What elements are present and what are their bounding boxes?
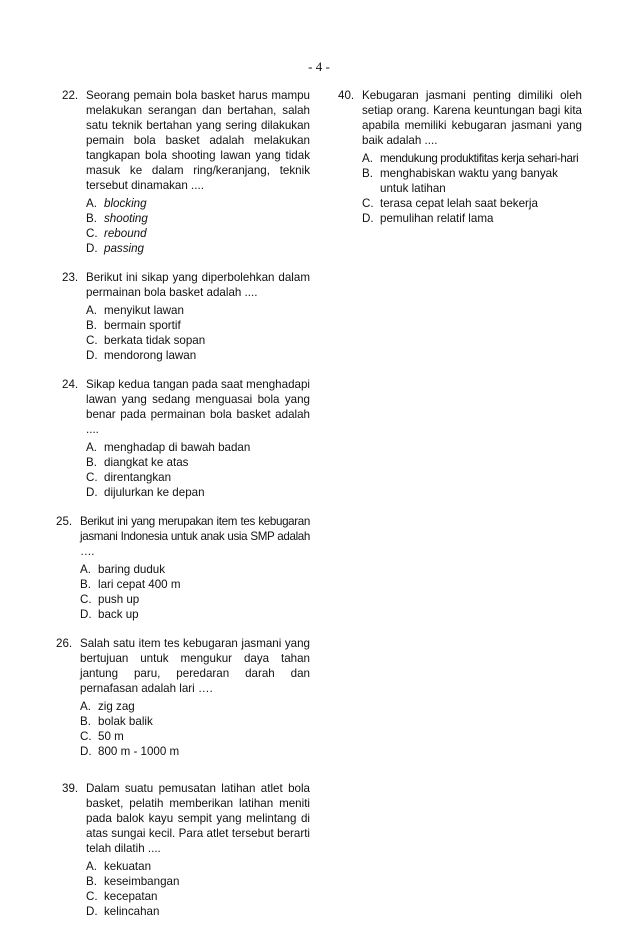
option-text: shooting: [104, 212, 148, 225]
option-letter: A.: [86, 197, 97, 210]
option-text: terasa cepat lelah saat bekerja: [380, 197, 538, 210]
option-letter: B.: [86, 456, 97, 469]
question-text: Seorang pemain bola basket harus mampu melakukan serangan dan bertahan, salah satu teknik bertahan yang sering dilakukan pemain bola basket adalah melakukan tangkapan bola shooting lawan yang tidak masuk ke dalam ring/keranjang, teknik tersebut dinamakan ....: [86, 89, 310, 192]
option-letter: C.: [86, 890, 98, 903]
option-list: [86, 440, 310, 500]
option-text: diangkat ke atas: [104, 456, 189, 469]
option-text: kelincahan: [104, 905, 160, 918]
option-text: blocking: [104, 197, 147, 210]
question-number: 39.: [62, 782, 79, 795]
question-number: 23.: [62, 271, 79, 284]
option-a[interactable]: [86, 440, 310, 455]
option-letter: B.: [362, 167, 373, 180]
option-d[interactable]: [86, 241, 310, 256]
option-text: 50 m: [98, 730, 124, 743]
option-letter: A.: [86, 304, 97, 317]
option-c[interactable]: [86, 470, 310, 485]
option-a[interactable]: [362, 151, 582, 166]
option-letter: D.: [86, 905, 98, 918]
option-d[interactable]: [80, 744, 310, 759]
question-number: 24.: [62, 378, 79, 391]
option-c[interactable]: [86, 226, 310, 241]
option-text: bolak balik: [98, 715, 153, 728]
question-40: [332, 88, 582, 226]
option-text: 800 m - 1000 m: [98, 745, 180, 758]
question-number: 25.: [56, 515, 73, 528]
option-text: kecepatan: [104, 890, 158, 903]
option-text: menyikut lawan: [104, 304, 184, 317]
question-23: [56, 270, 310, 363]
option-text: dijulurkan ke depan: [104, 486, 205, 499]
option-list: [86, 196, 310, 256]
option-b[interactable]: [86, 874, 310, 889]
option-text: baring duduk: [98, 563, 166, 576]
option-list: [80, 699, 310, 759]
option-letter: C.: [80, 730, 92, 743]
question-text: Sikap kedua tangan pada saat menghadapi lawan yang sedang menguasai bola yang benar pada permainan bola basket adalah ....: [86, 378, 310, 436]
option-b[interactable]: [86, 211, 310, 226]
option-text: lari cepat 400 m: [98, 578, 181, 591]
option-d[interactable]: [86, 485, 310, 500]
question-number: 22.: [62, 89, 79, 102]
option-a[interactable]: [86, 196, 310, 211]
option-letter: C.: [80, 593, 92, 606]
question-text: Kebugaran jasmani penting dimiliki oleh setiap orang. Karena keuntungan bagi kita apabila memiliki kebugaran jasmani yang baik adalah ....: [362, 89, 582, 147]
option-c[interactable]: [80, 592, 310, 607]
option-letter: D.: [80, 745, 92, 758]
option-text: push up: [98, 593, 140, 606]
option-letter: D.: [362, 212, 374, 225]
option-text: back up: [98, 608, 139, 621]
option-c[interactable]: [86, 889, 310, 904]
option-letter: B.: [80, 715, 91, 728]
option-text: mendorong lawan: [104, 349, 197, 362]
option-text: bermain sportif: [104, 319, 181, 332]
option-letter: D.: [86, 242, 98, 255]
option-b[interactable]: [80, 714, 310, 729]
option-letter: A.: [86, 441, 97, 454]
question-39: [56, 781, 310, 919]
option-letter: C.: [86, 334, 98, 347]
question-number: 26.: [56, 637, 73, 650]
option-text: pemulihan relatif lama: [380, 212, 494, 225]
option-letter: D.: [80, 608, 92, 621]
page-number: - 4 -: [308, 59, 330, 74]
question-26: [56, 636, 310, 759]
option-list: [86, 859, 310, 919]
option-b[interactable]: [86, 455, 310, 470]
question-text: Berikut ini yang merupakan item tes kebugaran jasmani Indonesia untuk anak usia SMP adalah ….: [80, 515, 310, 558]
option-letter: D.: [86, 486, 98, 499]
option-text: direntangkan: [104, 471, 172, 484]
option-letter: C.: [362, 197, 374, 210]
option-text: zig zag: [98, 700, 135, 713]
option-c[interactable]: [80, 729, 310, 744]
option-text: mendukung produktifitas kerja sehari-hari: [380, 152, 579, 165]
option-d[interactable]: [362, 211, 582, 226]
option-text: berkata tidak sopan: [104, 334, 206, 347]
option-text: kekuatan: [104, 860, 152, 873]
option-letter: C.: [86, 471, 98, 484]
option-text: menghadap di bawah badan: [104, 441, 251, 454]
option-a[interactable]: [80, 562, 310, 577]
option-list: [86, 303, 310, 363]
option-letter: A.: [86, 860, 97, 873]
option-letter: B.: [86, 875, 97, 888]
right-column: [332, 88, 582, 240]
option-a[interactable]: [86, 303, 310, 318]
option-b[interactable]: [80, 577, 310, 592]
option-letter: B.: [80, 578, 91, 591]
option-letter: B.: [86, 319, 97, 332]
question-text: Salah satu item tes kebugaran jasmani yang bertujuan untuk mengukur daya tahan jantung paru, peredaran darah dan pernafasan adalah lari ….: [80, 637, 310, 695]
question-25: [56, 514, 310, 622]
option-c[interactable]: [362, 196, 582, 211]
option-letter: A.: [80, 700, 91, 713]
option-text: passing: [104, 242, 144, 255]
question-22: [56, 88, 310, 256]
option-c[interactable]: [86, 333, 310, 348]
option-text: menghabiskan waktu yang banyak untuk latihan: [380, 167, 558, 195]
question-24: [56, 377, 310, 500]
option-d[interactable]: [86, 348, 310, 363]
option-d[interactable]: [80, 607, 310, 622]
option-letter: B.: [86, 212, 97, 225]
option-a[interactable]: [86, 859, 310, 874]
option-text: keseimbangan: [104, 875, 180, 888]
option-letter: A.: [362, 152, 373, 165]
option-letter: A.: [80, 563, 91, 576]
question-text: Berikut ini sikap yang diperbolehkan dalam permainan bola basket adalah ....: [86, 271, 310, 299]
option-b[interactable]: [362, 166, 582, 196]
option-list: [80, 562, 310, 622]
question-number: 40.: [338, 89, 355, 102]
question-text: Dalam suatu pemusatan latihan atlet bola basket, pelatih memberikan latihan meniti pada balok kayu sempit yang melintang di atas sungai kecil. Para atlet tersebut berarti telah dilatih ....: [86, 782, 310, 855]
option-a[interactable]: [80, 699, 310, 714]
option-text: rebound: [104, 227, 147, 240]
option-letter: C.: [86, 227, 98, 240]
option-b[interactable]: [86, 318, 310, 333]
option-d[interactable]: [86, 904, 310, 919]
option-letter: D.: [86, 349, 98, 362]
left-column: [56, 88, 310, 933]
option-list: [362, 151, 582, 226]
